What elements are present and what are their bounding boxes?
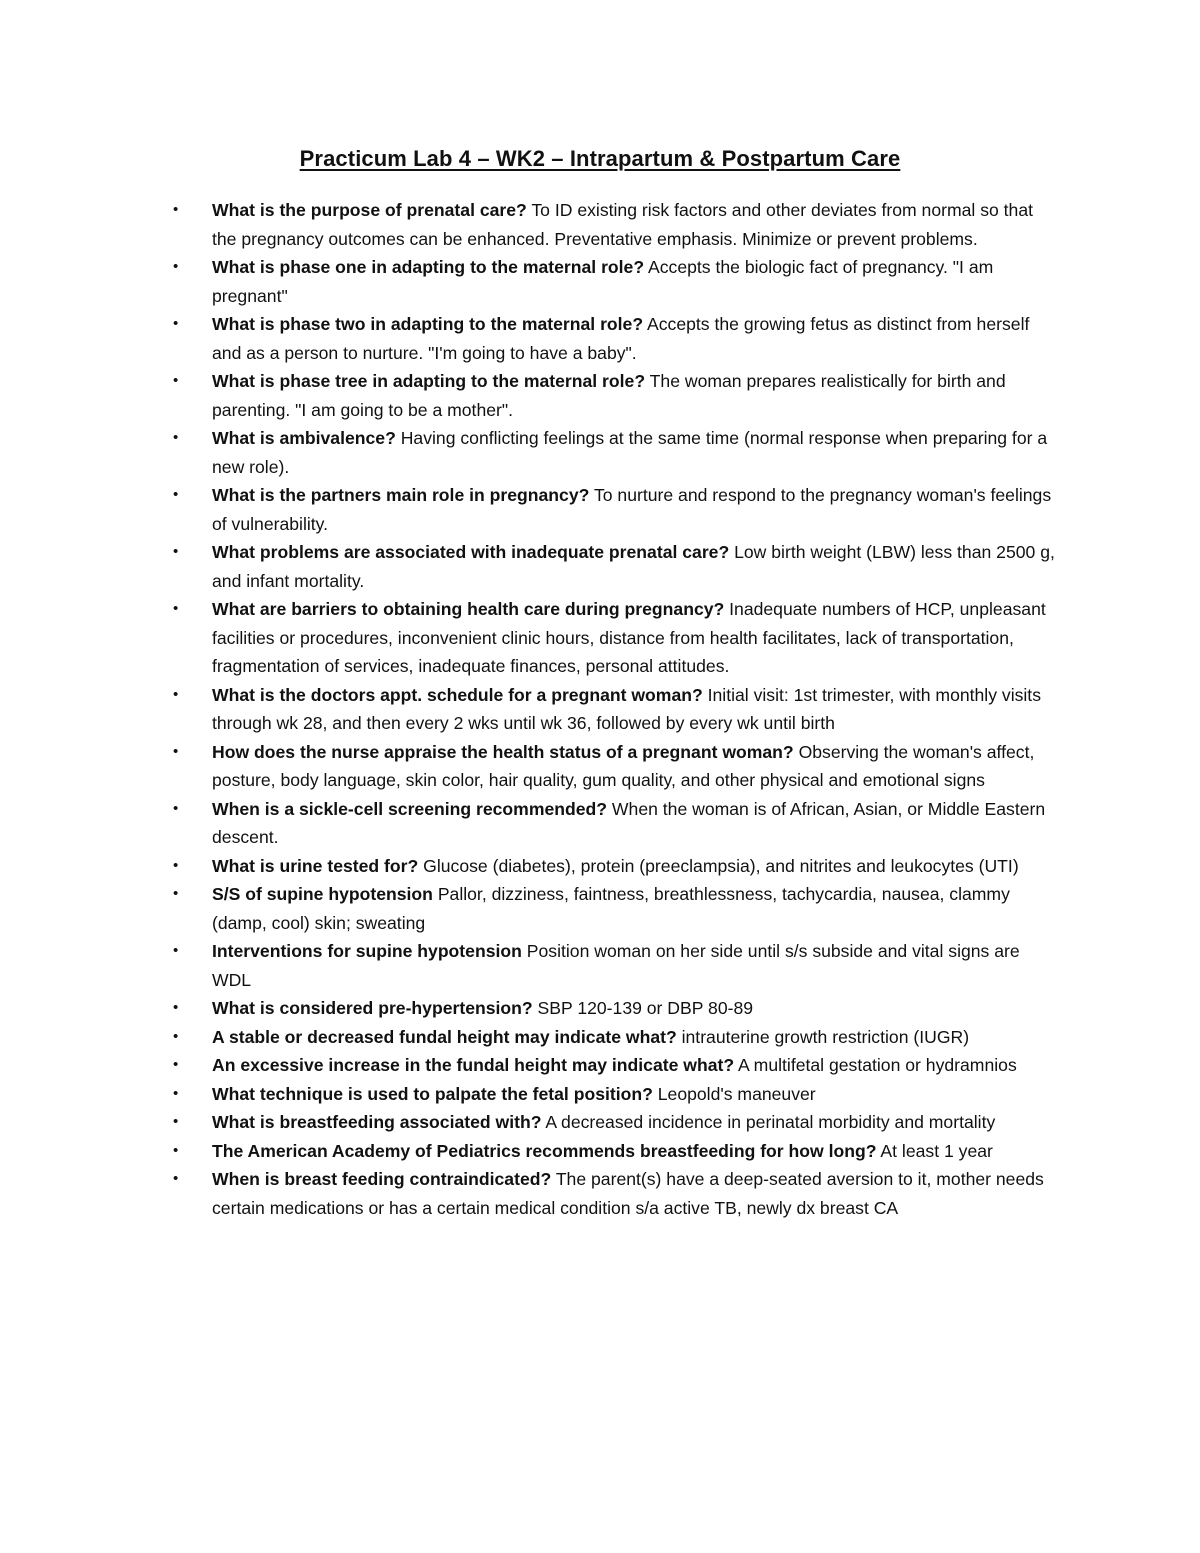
answer-text: intrauterine growth restriction (IUGR) [681, 1026, 970, 1047]
list-item [173, 1108, 1062, 1137]
question-text: Interventions for supine hypotension [212, 941, 522, 961]
question-text: What problems are associated with inadequate prenatal care? [212, 542, 730, 562]
list-item [173, 253, 1062, 310]
answer-text: SBP 120-139 or DBP 80-89 [537, 998, 754, 1018]
list-item [173, 852, 1062, 881]
answer-text: A multifetal gestation or hydramnios [738, 1055, 1017, 1075]
bullet-icon: • [173, 885, 179, 902]
question-text: What is the purpose of prenatal care? [212, 200, 527, 220]
answer-text: Accepts the growing fetus as distinct from herself and as a person to nurture. "I'm going to have a baby". [212, 314, 1030, 363]
bullet-icon: • [173, 1084, 179, 1102]
question-text: What technique is used to palpate the fetal position? [212, 1083, 653, 1104]
bullet-icon: • [173, 1027, 179, 1045]
bullet-icon: • [173, 258, 179, 275]
bullet-icon: • [173, 742, 179, 760]
bullet-icon: • [173, 1113, 179, 1130]
answer-text: Observing the woman's affect, posture, body language, skin color, hair quality, gum quality, and other physical and emotional signs [212, 741, 1035, 790]
bullet-icon: • [173, 486, 179, 503]
bullet-icon: • [173, 201, 179, 218]
list-item [173, 424, 1062, 481]
question-text: What is ambivalence? [212, 428, 396, 448]
list-item [173, 795, 1062, 852]
answer-text: Position woman on her side until s/s subside and vital signs are WDL [212, 941, 1020, 990]
answer-text: Having conflicting feelings at the same time (normal response when preparing for a new role). [212, 428, 1048, 477]
list-item [173, 538, 1062, 595]
list-item [173, 196, 1062, 253]
list-item [173, 880, 1062, 937]
list-item [173, 1080, 1062, 1109]
question-text: What is considered pre-hypertension? [212, 998, 533, 1018]
question-text: When is breast feeding contraindicated? [212, 1169, 552, 1189]
list-item [173, 1023, 1062, 1052]
bullet-icon: • [173, 1056, 179, 1073]
question-text: What is phase one in adapting to the maternal role? [212, 257, 645, 277]
list-item [173, 1137, 1062, 1166]
answer-text: To nurture and respond to the pregnancy woman's feelings of vulnerability. [212, 485, 1052, 534]
answer-text: The woman prepares realistically for birth and parenting. "I am going to be a mother". [212, 371, 1006, 420]
bullet-icon: • [173, 856, 179, 874]
bullet-icon: • [173, 315, 179, 332]
list-item [173, 310, 1062, 367]
question-text: What is breastfeeding associated with? [212, 1112, 542, 1132]
answer-text: Glucose (diabetes), protein (preeclampsia), and nitrites and leukocytes (UTI) [423, 855, 1019, 876]
question-text: What is phase tree in adapting to the maternal role? [212, 371, 646, 391]
answer-text: Inadequate numbers of HCP, unpleasant facilities or procedures, inconvenient clinic hours, distance from health facilitates, lack of transportation, fragmentation of services, inadequate finances, personal attitudes. [212, 599, 1046, 676]
list-item [173, 681, 1062, 738]
question-text: What are barriers to obtaining health care during pregnancy? [212, 599, 725, 619]
answer-text: Low birth weight (LBW) less than 2500 g, and infant mortality. [212, 542, 1055, 591]
question-text: What is the partners main role in pregnancy? [212, 485, 590, 505]
question-text: When is a sickle-cell screening recommended? [212, 798, 608, 819]
bullet-icon: • [173, 1141, 179, 1159]
answer-text: When the woman is of African, Asian, or Middle Eastern descent. [212, 798, 1046, 847]
qa-list [173, 196, 1062, 1222]
question-text: The American Academy of Pediatrics recommends breastfeeding for how long? [212, 1140, 877, 1161]
answer-text: At least 1 year [880, 1140, 993, 1161]
list-item [173, 367, 1062, 424]
answer-text: To ID existing risk factors and other deviates from normal so that the pregnancy outcomes can be enhanced. Preventative emphasis. Minimize or prevent problems. [212, 200, 1034, 249]
bullet-icon: • [173, 799, 179, 817]
list-item [173, 1165, 1062, 1222]
bullet-icon: • [173, 1170, 179, 1187]
bullet-icon: • [173, 600, 179, 617]
bullet-icon: • [173, 942, 179, 959]
answer-text: Pallor, dizziness, faintness, breathlessness, tachycardia, nausea, clammy (damp, cool) skin; sweating [212, 884, 1010, 933]
answer-text: Leopold's maneuver [657, 1083, 816, 1104]
list-item [173, 1051, 1062, 1080]
list-item [173, 738, 1062, 795]
question-text: S/S of supine hypotension [212, 884, 433, 904]
bullet-icon: • [173, 999, 179, 1016]
list-item [173, 481, 1062, 538]
answer-text: A decreased incidence in perinatal morbidity and mortality [545, 1112, 996, 1132]
bullet-icon: • [173, 543, 179, 560]
bullet-icon: • [173, 429, 179, 446]
question-text: What is urine tested for? [212, 855, 419, 876]
document-title: Practicum Lab 4 – WK2 – Intrapartum & Postpartum Care [299, 146, 901, 171]
bullet-icon: • [173, 685, 179, 703]
answer-text: Initial visit: 1st trimester, with monthly visits through wk 28, and then every 2 wks until wk 36, followed by every wk until birth [212, 684, 1041, 733]
answer-text: The parent(s) have a deep-seated aversion to it, mother needs certain medications or has a certain medical condition s/a active TB, newly dx breast CA [212, 1169, 1044, 1218]
question-text: What is phase two in adapting to the maternal role? [212, 314, 644, 334]
list-item [173, 994, 1062, 1023]
bullet-icon: • [173, 372, 179, 389]
question-text: A stable or decreased fundal height may indicate what? [212, 1026, 677, 1047]
answer-text: Accepts the biologic fact of pregnancy. "I am pregnant" [212, 257, 994, 306]
question-text: What is the doctors appt. schedule for a pregnant woman? [212, 684, 703, 705]
list-item [173, 595, 1062, 681]
question-text: How does the nurse appraise the health status of a pregnant woman? [212, 741, 794, 762]
list-item [173, 937, 1062, 994]
question-text: An excessive increase in the fundal height may indicate what? [212, 1055, 735, 1075]
